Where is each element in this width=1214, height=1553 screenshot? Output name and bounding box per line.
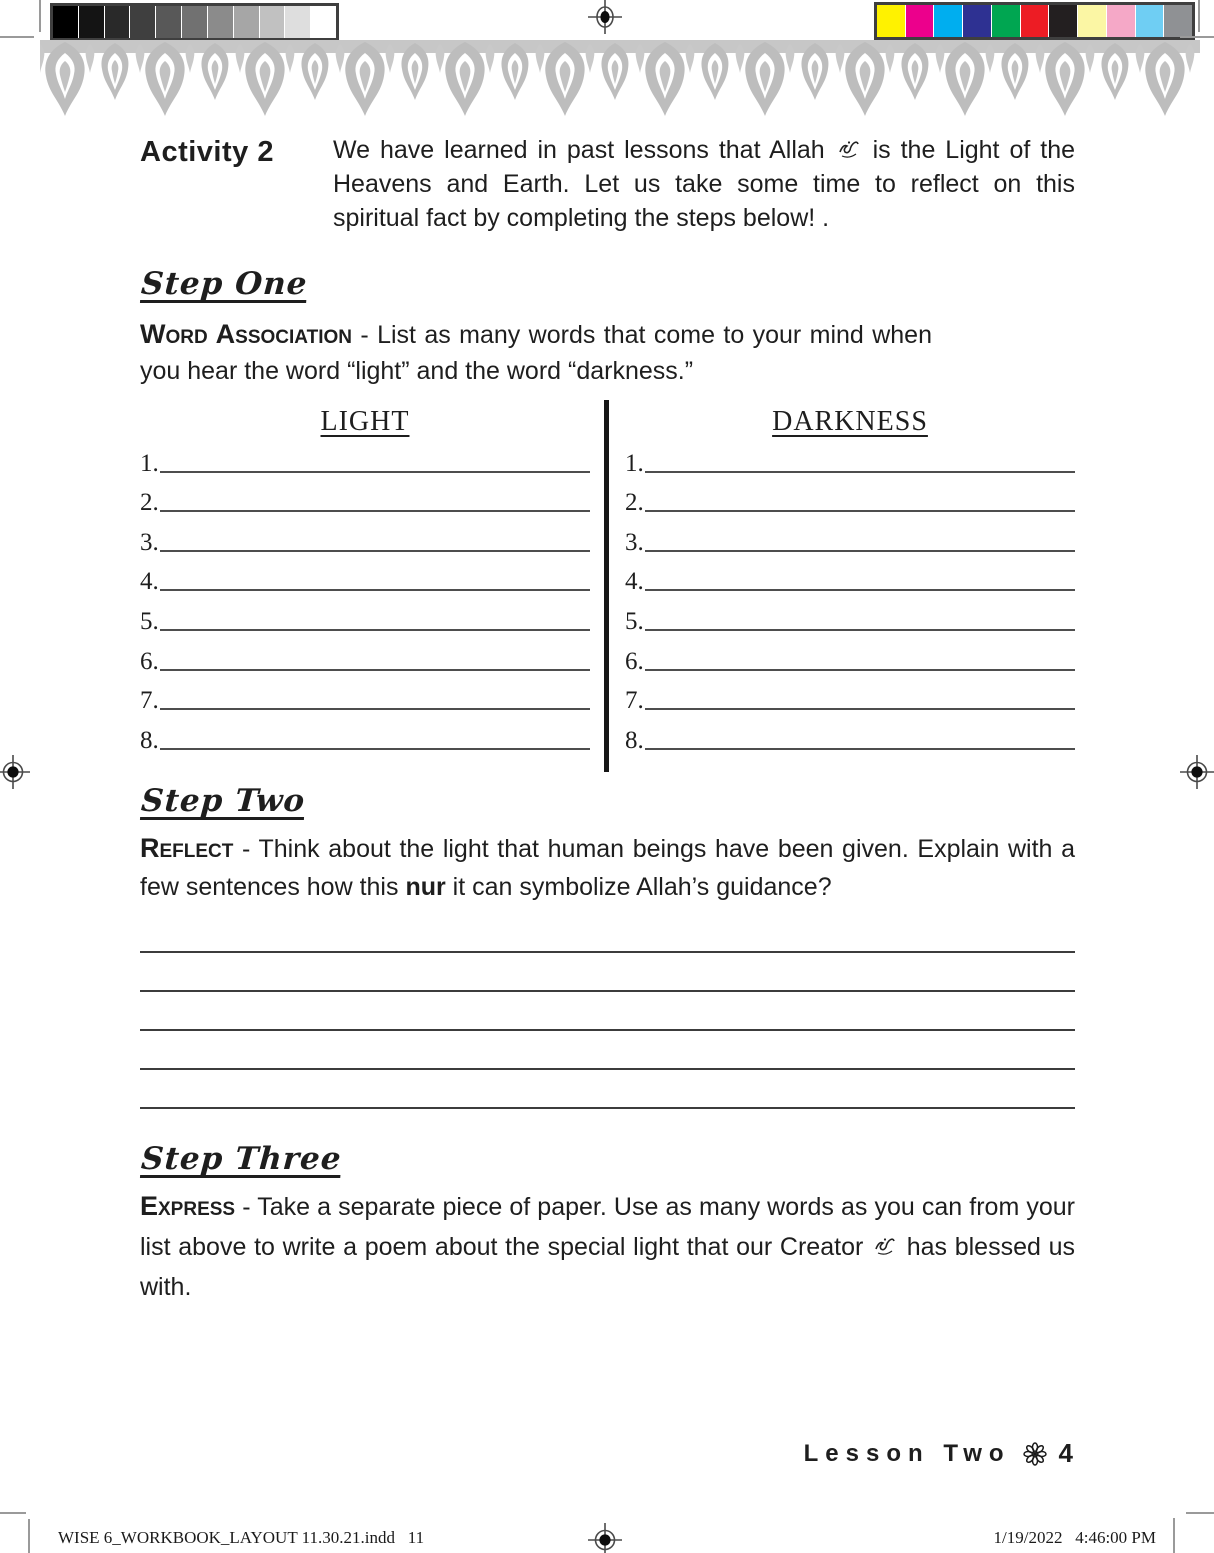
- reflect-lead: Reflect: [140, 833, 234, 863]
- express-lead: Express: [140, 1191, 236, 1221]
- answer-blank: [645, 589, 1075, 591]
- crop-mark: [28, 1519, 30, 1553]
- list-item: [140, 519, 590, 559]
- crop-mark: [1186, 1512, 1214, 1514]
- color-swatch: [1164, 5, 1192, 37]
- color-swatch: [992, 5, 1020, 37]
- slug-datetime: 1/19/2022 4:46:00 PM: [993, 1528, 1156, 1547]
- grayscale-calibration-bar: [50, 3, 339, 41]
- list-item: [625, 559, 1075, 599]
- color-swatch: [1049, 5, 1077, 37]
- flower-icon: [1023, 1442, 1047, 1466]
- list-item: [625, 678, 1075, 718]
- express-text-before: - Take a separate piece of paper. Use as many words as you can from your list above to write a poem about the special light that our Creator: [140, 1193, 1075, 1261]
- express-text-after: has blessed us with.: [140, 1233, 1075, 1301]
- answer-blank: [160, 589, 590, 591]
- row-number: 8.: [625, 726, 644, 754]
- list-item: [625, 440, 1075, 480]
- step-three-heading: Step Three: [140, 1141, 343, 1177]
- list-item: [625, 598, 1075, 638]
- registration-mark-icon: [588, 1523, 622, 1553]
- row-number: 6.: [140, 647, 159, 675]
- answer-blank: [645, 550, 1075, 552]
- list-item: [625, 519, 1075, 559]
- row-number: 8.: [140, 726, 159, 754]
- color-swatch: [260, 6, 285, 38]
- registration-mark-icon: [588, 0, 622, 34]
- color-swatch: [105, 6, 130, 38]
- list-item: [140, 559, 590, 599]
- color-swatch: [156, 6, 181, 38]
- word-association-paragraph: [140, 316, 932, 389]
- row-number: 4.: [625, 568, 644, 596]
- color-swatch: [1107, 5, 1135, 37]
- darkness-word-list: [625, 440, 1075, 757]
- answer-blank: [160, 471, 590, 473]
- crop-mark: [0, 36, 34, 38]
- light-word-list: [140, 440, 590, 757]
- activity-label: Activity 2: [140, 136, 274, 168]
- registration-mark-icon: [0, 755, 30, 789]
- activity-paragraph: [333, 133, 1075, 235]
- step-two-heading: Step Two: [140, 783, 307, 819]
- crop-mark: [1198, 0, 1200, 32]
- color-swatch: [208, 6, 233, 38]
- answer-blank: [160, 748, 590, 750]
- crop-mark: [39, 0, 41, 32]
- color-swatch: [182, 6, 207, 38]
- nur-bold-word: nur: [405, 873, 446, 901]
- answer-blank: [160, 708, 590, 710]
- writing-line: [140, 1107, 1075, 1109]
- row-number: 2.: [625, 489, 644, 517]
- color-calibration-bar: [874, 2, 1195, 40]
- express-paragraph: [140, 1186, 1075, 1307]
- word-association-lead: Word Association: [140, 319, 352, 349]
- writing-lines: [140, 951, 1075, 1146]
- row-number: 3.: [625, 528, 644, 556]
- color-swatch: [234, 6, 259, 38]
- reflect-paragraph: [140, 829, 1075, 906]
- writing-line: [140, 1068, 1075, 1070]
- reflect-text-after: it can symbolize Allah’s guidance?: [452, 873, 832, 901]
- page-number: 4: [1058, 1438, 1075, 1468]
- color-swatch: [1078, 5, 1106, 37]
- row-number: 1.: [140, 449, 159, 477]
- list-item: [140, 598, 590, 638]
- answer-blank: [160, 550, 590, 552]
- allah-honorific-icon: [837, 140, 861, 158]
- activity-text-before: We have learned in past lessons that Allah: [333, 136, 825, 164]
- list-item: [625, 717, 1075, 757]
- answer-blank: [645, 669, 1075, 671]
- color-swatch: [1136, 5, 1164, 37]
- row-number: 1.: [625, 449, 644, 477]
- row-number: 7.: [625, 687, 644, 715]
- color-swatch: [1021, 5, 1049, 37]
- row-number: 5.: [140, 607, 159, 635]
- answer-blank: [645, 471, 1075, 473]
- answer-blank: [645, 708, 1075, 710]
- color-swatch: [934, 5, 962, 37]
- answer-blank: [645, 629, 1075, 631]
- color-swatch: [906, 5, 934, 37]
- reflect-text-before: - Think about the light that human beings have been given. Explain with a few sentences how this: [140, 835, 1075, 901]
- row-number: 7.: [140, 687, 159, 715]
- crop-mark: [0, 1512, 26, 1514]
- row-number: 3.: [140, 528, 159, 556]
- color-swatch: [53, 6, 78, 38]
- row-number: 6.: [625, 647, 644, 675]
- answer-blank: [160, 510, 590, 512]
- lesson-label: Lesson Two: [803, 1439, 1011, 1467]
- allah-honorific-icon: [873, 1237, 897, 1255]
- writing-line: [140, 951, 1075, 953]
- writing-line: [140, 1029, 1075, 1031]
- arabesque-border: [40, 40, 1200, 120]
- activity-text-after: is the Light of the Heavens and Earth. Let us take some time to reflect on this spiritual fact by completing the steps below! .: [333, 136, 1076, 232]
- color-swatch: [130, 6, 155, 38]
- list-item: [140, 480, 590, 520]
- word-association-text: - List as many words that come to your mind when you hear the word “light” and the word “darkness.”: [140, 321, 932, 385]
- lesson-footer: [140, 1438, 1075, 1469]
- writing-line: [140, 990, 1075, 992]
- answer-blank: [645, 748, 1075, 750]
- list-item: [140, 678, 590, 718]
- color-swatch: [311, 6, 336, 38]
- color-swatch: [79, 6, 104, 38]
- crop-mark: [1173, 1518, 1175, 1553]
- list-item: [140, 717, 590, 757]
- row-number: 4.: [140, 568, 159, 596]
- list-item: [625, 638, 1075, 678]
- answer-blank: [160, 669, 590, 671]
- color-swatch: [963, 5, 991, 37]
- light-column-header: LIGHT: [320, 406, 410, 437]
- answer-blank: [160, 629, 590, 631]
- darkness-column-header: DARKNESS: [772, 406, 928, 437]
- row-number: 5.: [625, 607, 644, 635]
- step-one-heading: Step One: [140, 266, 309, 302]
- registration-mark-icon: [1180, 755, 1214, 789]
- color-swatch: [877, 5, 905, 37]
- list-item: [140, 440, 590, 480]
- crop-mark: [1180, 36, 1214, 38]
- row-number: 2.: [140, 489, 159, 517]
- answer-blank: [645, 510, 1075, 512]
- color-swatch: [285, 6, 310, 38]
- column-divider: [604, 400, 609, 772]
- list-item: [625, 480, 1075, 520]
- list-item: [140, 638, 590, 678]
- slug-file-info: WISE 6_WORKBOOK_LAYOUT 11.30.21.indd 11: [58, 1528, 425, 1547]
